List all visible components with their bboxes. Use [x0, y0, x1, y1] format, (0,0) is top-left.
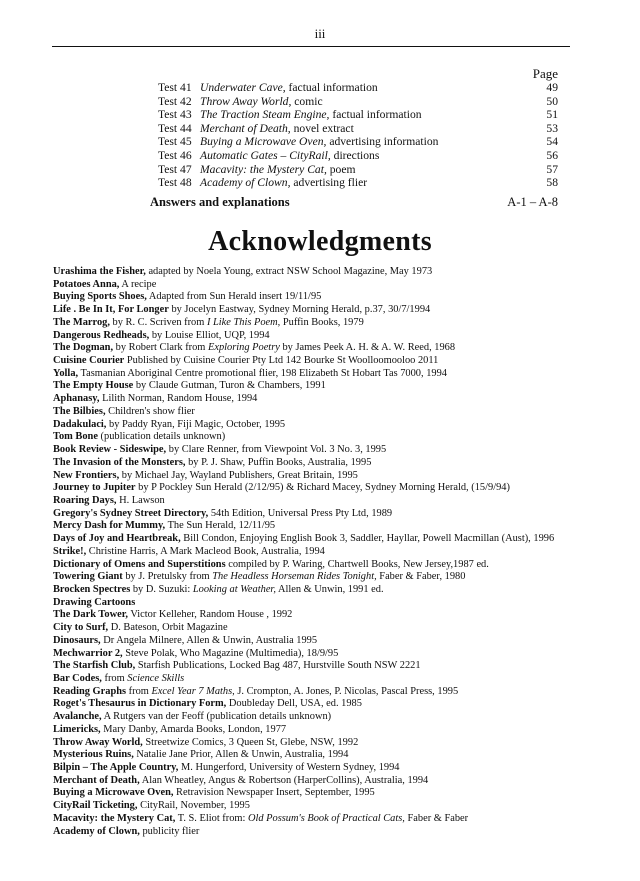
acknowledgment-item — [53, 762, 618, 775]
test-entry — [200, 108, 422, 122]
ack-source-details: by James Peek A. H. & A. W. Reed, 1968 — [279, 342, 456, 354]
acknowledgment-item — [53, 304, 618, 317]
ack-work-title: Book Review - Sideswipe, — [53, 444, 167, 456]
test-title: Merchant of Death, — [200, 121, 291, 135]
toc-row — [158, 163, 558, 177]
ack-work-title: Urashima the Fisher, — [53, 266, 146, 277]
ack-source-title: Exploring Poetry — [208, 342, 280, 354]
ack-source: Doubleday Dell, USA, ed. 1985 — [226, 698, 362, 710]
toc-row — [158, 135, 558, 149]
acknowledgment-item — [53, 826, 618, 839]
test-entry — [200, 135, 438, 149]
ack-work-title: Yolla, — [53, 367, 79, 379]
ack-source: by Michael Jay, Wayland Publishers, Great Britain, 1995 — [119, 469, 358, 481]
ack-source: Streetwize Comics, 3 Queen St, Glebe, NSW, 1992 — [142, 736, 359, 748]
ack-work-title: The Marrog, — [53, 316, 110, 328]
acknowledgment-item — [53, 813, 618, 826]
ack-source: Victor Kelleher, Random House , 1992 — [127, 609, 293, 621]
acknowledgment-item — [53, 609, 618, 622]
acknowledgment-item — [53, 711, 618, 724]
test-entry — [200, 95, 323, 109]
acknowledgment-item — [53, 355, 618, 368]
test-description: advertising flier — [290, 176, 368, 190]
ack-source: by Claude Gutman, Turon & Chambers, 1991 — [133, 380, 326, 392]
acknowledgment-item — [53, 482, 618, 495]
acknowledgment-item — [53, 508, 618, 521]
ack-source: T. S. Eliot from: — [175, 812, 248, 824]
ack-source: D. Bateson, Orbit Magazine — [108, 622, 228, 634]
ack-source-title: Science Skills — [127, 673, 185, 684]
test-entry — [200, 163, 356, 177]
ack-source: by J. Pretulsky from — [122, 571, 213, 583]
acknowledgment-item — [53, 673, 618, 686]
ack-source-title: Looking at Weather, — [192, 583, 276, 595]
test-description: directions — [330, 148, 380, 162]
acknowledgments-list — [53, 266, 618, 838]
ack-work-title: The Empty House — [53, 380, 134, 392]
test-number: Test 41 — [158, 81, 192, 94]
test-number: Test 42 — [158, 94, 192, 108]
test-title: The Traction Steam Engine, — [200, 108, 330, 122]
ack-source: A Rutgers van der Feoff (publication details unknown) — [101, 711, 332, 723]
test-page: 57 — [546, 162, 558, 176]
ack-work-title: Dinosaurs, — [53, 634, 101, 646]
ack-work-title: Buying a Microwave Oven, — [53, 787, 174, 799]
ack-source-title: Excel Year 7 Maths, — [151, 685, 235, 697]
acknowledgment-item — [53, 724, 618, 737]
ack-source: publicity flier — [139, 825, 200, 837]
test-entry — [200, 122, 354, 136]
toc-row — [158, 108, 558, 122]
contents-list — [158, 81, 558, 190]
ack-source-details: Puffin Books, 1979 — [280, 316, 364, 328]
ack-work-title: Journey to Jupiter — [53, 482, 136, 494]
acknowledgment-item — [53, 787, 618, 800]
ack-work-title: Limericks, — [53, 723, 101, 735]
acknowledgment-item — [53, 520, 618, 533]
ack-work-title: CityRail Ticketing, — [53, 800, 138, 812]
test-description: comic — [291, 94, 323, 108]
ack-source: by R. C. Scriven from — [109, 316, 207, 328]
ack-source: Natalie Jane Prior, Allen & Unwin, Australia, 1994 — [133, 749, 349, 761]
test-title: Automatic Gates – CityRail, — [200, 148, 331, 162]
ack-work-title: Dangerous Redheads, — [53, 329, 150, 341]
ack-work-title: Aphanasy, — [53, 393, 100, 405]
ack-work-title: Drawing Cartoons — [53, 596, 136, 608]
acknowledgment-item — [53, 533, 618, 546]
acknowledgment-item — [53, 686, 618, 699]
ack-source: Dr Angela Milnere, Allen & Unwin, Australia 1995 — [100, 634, 318, 646]
ack-work-title: Bilpin – The Apple Country, — [53, 762, 179, 774]
ack-source: by D. Suzuki: — [130, 583, 193, 595]
acknowledgment-item — [53, 380, 618, 393]
acknowledgment-item — [53, 635, 618, 648]
header-rule — [52, 46, 570, 47]
toc-row — [158, 122, 558, 136]
test-description: advertising information — [326, 135, 439, 149]
ack-work-title: The Bilbies, — [53, 405, 106, 417]
acknowledgment-item — [53, 368, 618, 381]
ack-work-title: Roaring Days, — [53, 494, 117, 506]
acknowledgment-item — [53, 495, 618, 508]
acknowledgment-item — [53, 406, 618, 419]
toc-row — [158, 95, 558, 109]
ack-work-title: Macavity: the Mystery Cat, — [53, 812, 176, 824]
acknowledgments-heading: Acknowledgments — [208, 226, 432, 257]
test-entry — [200, 149, 379, 163]
ack-work-title: Dadakulaci, — [53, 418, 107, 430]
ack-source: by Jocelyn Eastway, Sydney Morning Herald, p.37, 30/7/1994 — [168, 304, 431, 316]
ack-source: Published by Cuisine Courier Pty Ltd 142 Bourke St Woolloomooloo 2011 — [124, 355, 439, 367]
acknowledgment-item — [53, 622, 618, 635]
toc-row — [158, 81, 558, 95]
test-page: 50 — [546, 94, 558, 108]
ack-work-title: Potatoes Anna, — [53, 278, 120, 290]
ack-work-title: The Invasion of the Monsters, — [53, 456, 186, 468]
test-number: Test 48 — [158, 176, 192, 190]
ack-source: by Paddy Ryan, Fiji Magic, October, 1995 — [106, 418, 286, 430]
ack-source: Bill Condon, Enjoying English Book 3, Saddler, Hayllar, Powell Macmillan (Aust), 1996 — [180, 533, 555, 545]
test-title: Buying a Microwave Oven, — [200, 135, 327, 149]
acknowledgment-item — [53, 470, 618, 483]
ack-work-title: The Dark Tower, — [53, 609, 128, 621]
acknowledgment-item — [53, 457, 618, 470]
acknowledgment-item — [53, 584, 618, 597]
acknowledgment-item — [53, 800, 618, 813]
ack-source: Retravision Newspaper Insert, September, 1995 — [173, 787, 375, 799]
acknowledgment-item — [53, 775, 618, 788]
ack-source: adapted by Noela Young, extract NSW School Magazine, May 1973 — [145, 266, 433, 277]
ack-work-title: Mysterious Ruins, — [53, 749, 134, 761]
ack-source-details: Allen & Unwin, 1991 ed. — [275, 583, 384, 595]
test-entry — [200, 176, 367, 190]
ack-work-title: Days of Joy and Heartbreak, — [53, 533, 181, 545]
ack-source: Steve Polak, Who Magazine (Multimedia), 18/9/95 — [122, 647, 339, 659]
test-description: factual information — [285, 81, 378, 94]
answers-label: Answers and explanations — [150, 195, 290, 209]
ack-source: Mary Danby, Amarda Books, London, 1977 — [100, 723, 287, 735]
ack-work-title: New Frontiers, — [53, 469, 120, 481]
ack-source: M. Hungerford, University of Western Sydney, 1994 — [178, 762, 400, 774]
ack-source: (publication details unknown) — [97, 431, 226, 443]
acknowledgment-item — [53, 393, 618, 406]
ack-source: from — [101, 673, 128, 684]
test-page: 53 — [546, 121, 558, 135]
acknowledgment-item — [53, 648, 618, 661]
ack-source: Alan Wheatley, Angus & Robertson (HarperCollins), Australia, 1994 — [139, 774, 429, 786]
page-number: iii — [314, 26, 326, 41]
acknowledgment-item — [53, 546, 618, 559]
ack-source: Children's show flier — [105, 405, 195, 417]
ack-work-title: Dictionary of Omens and Superstitions — [53, 558, 226, 570]
test-number: Test 47 — [158, 162, 192, 176]
ack-source: Tasmanian Aboriginal Centre promotional flier, 198 Elizabeth St Hobart Tas 7000, 1994 — [78, 367, 447, 379]
test-title: Macavity: the Mystery Cat, — [200, 162, 327, 176]
ack-work-title: Brocken Spectres — [53, 583, 131, 595]
ack-source: A recipe — [119, 278, 157, 290]
answers-row — [150, 195, 558, 210]
toc-row — [158, 149, 558, 163]
acknowledgment-item — [53, 291, 618, 304]
acknowledgment-item — [53, 431, 618, 444]
acknowledgment-item — [53, 266, 618, 279]
ack-work-title: City to Surf, — [53, 622, 109, 634]
test-number: Test 46 — [158, 148, 192, 162]
test-page: 56 — [546, 148, 558, 162]
ack-source: CityRail, November, 1995 — [137, 800, 250, 812]
acknowledgment-item — [53, 597, 618, 610]
ack-work-title: Tom Bone — [53, 431, 98, 443]
ack-work-title: Reading Graphs — [53, 685, 127, 697]
acknowledgment-item — [53, 444, 618, 457]
ack-work-title: Mercy Dash for Mummy, — [53, 520, 166, 532]
ack-source: by Clare Renner, from Viewpoint Vol. 3 No. 3, 1995 — [166, 444, 387, 456]
ack-work-title: Strike!, — [53, 545, 87, 557]
ack-source: by P. J. Shaw, Puffin Books, Australia, 1995 — [185, 456, 372, 468]
ack-source: by P Pockley Sun Herald (2/12/95) & Richard Macey, Sydney Morning Herald, (15/9/94) — [135, 482, 510, 494]
ack-source: H. Lawson — [116, 494, 165, 506]
acknowledgment-item — [53, 559, 618, 572]
test-description: poem — [326, 162, 356, 176]
test-page: 49 — [546, 81, 558, 94]
ack-work-title: Cuisine Courier — [53, 355, 125, 367]
page-column-heading: Page — [532, 66, 558, 81]
ack-source: Christine Harris, A Mark Macleod Book, Australia, 1994 — [86, 545, 325, 557]
acknowledgment-item — [53, 342, 618, 355]
ack-work-title: The Dogman, — [53, 342, 114, 354]
test-page: 51 — [546, 108, 558, 122]
acknowledgment-item — [53, 571, 618, 584]
ack-source: by Louise Elliot, UQP, 1994 — [149, 329, 270, 341]
ack-work-title: Academy of Clown, — [53, 825, 140, 837]
ack-source: Starfish Publications, Locked Bag 487, Hurstville South NSW 2221 — [135, 660, 421, 672]
acknowledgment-item — [53, 698, 618, 711]
ack-work-title: Avalanche, — [53, 711, 102, 723]
ack-work-title: Gregory's Sydney Street Directory, — [53, 507, 209, 519]
ack-source-title: I Like This Poem, — [206, 316, 281, 328]
ack-source: Adapted from Sun Herald insert 19/11/95 — [146, 291, 322, 303]
ack-source: 54th Edition, Universal Press Pty Ltd, 1989 — [208, 507, 393, 519]
ack-source: by Robert Clark from — [113, 342, 208, 354]
test-title: Underwater Cave, — [200, 81, 286, 94]
ack-source-details: J. Crompton, A. Jones, P. Nicolas, Pascal Press, 1995 — [234, 685, 459, 697]
ack-work-title: Roget's Thesaurus in Dictionary Form, — [53, 698, 227, 710]
ack-source-title: The Headless Horseman Rides Tonight, — [212, 571, 377, 583]
ack-work-title: Throw Away World, — [53, 736, 143, 748]
ack-work-title: Merchant of Death, — [53, 774, 140, 786]
test-page: 58 — [546, 176, 558, 190]
acknowledgment-item — [53, 749, 618, 762]
ack-source-title: Old Possum's Book of Practical Cats, — [247, 812, 405, 824]
ack-source: Lilith Norman, Random House, 1994 — [99, 393, 258, 405]
ack-source: compiled by P. Waring, Chartwell Books, New Jersey,1987 ed. — [225, 558, 489, 570]
test-title: Academy of Clown, — [200, 176, 291, 190]
ack-work-title: Bar Codes, — [53, 673, 102, 684]
test-entry — [200, 81, 378, 95]
test-number: Test 43 — [158, 108, 192, 122]
acknowledgment-item — [53, 279, 618, 292]
ack-source: from — [126, 685, 152, 697]
answers-pages: A-1 – A-8 — [507, 195, 558, 209]
ack-work-title: Buying Sports Shoes, — [53, 291, 147, 303]
test-description: factual information — [329, 108, 422, 122]
ack-source: The Sun Herald, 12/11/95 — [165, 520, 276, 532]
acknowledgment-item — [53, 419, 618, 432]
ack-work-title: Towering Giant — [53, 571, 123, 583]
ack-work-title: Mechwarrior 2, — [53, 647, 123, 659]
ack-source-details: Faber & Faber — [404, 812, 469, 824]
toc-row — [158, 176, 558, 190]
test-description: novel extract — [290, 121, 354, 135]
acknowledgment-item — [53, 737, 618, 750]
acknowledgment-item — [53, 317, 618, 330]
acknowledgment-item — [53, 330, 618, 343]
ack-source-details: Faber & Faber, 1980 — [376, 571, 466, 583]
acknowledgment-item — [53, 660, 618, 673]
test-title: Throw Away World, — [200, 94, 292, 108]
test-number: Test 44 — [158, 121, 192, 135]
ack-work-title: The Starfish Club, — [53, 660, 136, 672]
ack-work-title: Life . Be In It, For Longer — [53, 304, 169, 316]
test-page: 54 — [546, 135, 558, 149]
test-number: Test 45 — [158, 135, 192, 149]
